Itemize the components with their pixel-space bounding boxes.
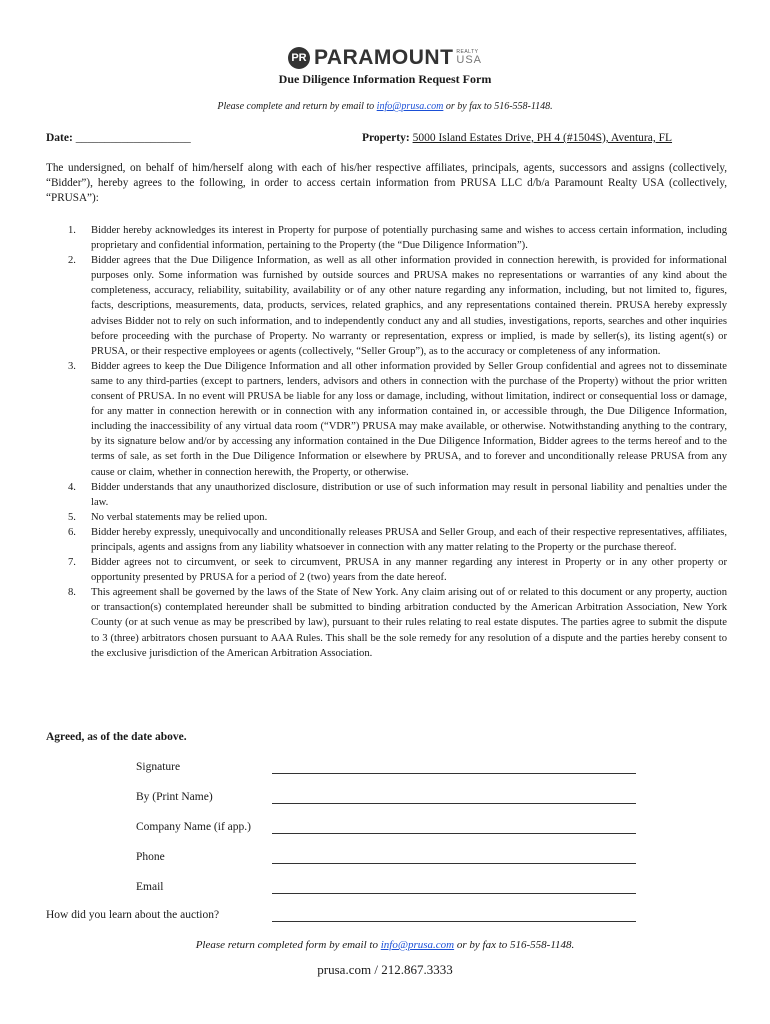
logo-name: PARAMOUNT <box>313 46 454 69</box>
logo-realty: REALTY <box>456 49 479 55</box>
instructions-before: Please complete and return by email to <box>217 101 377 112</box>
term-number: 2. <box>68 255 76 267</box>
auction-source-label: How did you learn about the auction? <box>46 909 220 921</box>
phone-line[interactable] <box>272 863 636 864</box>
form-title: Due Diligence Information Request Form <box>278 72 492 86</box>
term-text: Bidder agrees to keep the Due Diligence Information and all other information provided by Seller Group confidential and agrees not to disseminate same to any third-parties (except to partners, lenders, advisors and others in connection with the purchase of the Property) without the prior written consent of PRUSA. In no event will PRUSA be liable for any loss or damage, including, without limitation, indirect or consequential loss or damage, for any matter in connection herewith or in connection with any information contained in, or accessible through, the Due Diligence Information, including the inaccessibility of any virtual data room (“VDR”) PRUSA may make available, or otherwise. Notwithstanding anything to the contrary, by its signature below and/or by accessing any information contained in the Due Diligence Information, Bidder agrees to the terms hereof and to the terms of sale, as set forth in the Due Diligence Information or elsewhere by PRUSA, and to forever and unconditionally release PRUSA from any cause or claim, whether in connection herewith, the Property, or otherwise. <box>91 360 727 478</box>
term-text: This agreement shall be governed by the laws of the State of New York. Any claim arising out of or related to this document or any property, auction or transaction(s) contemplated hereunder shall be submitted to binding arbitration conducted by the American Arbitration Association, New York County (or at such venue as may be prescribed by law), pursuant to their rules relating to real estate disputes. The parties agree to submit the dispute to 3 (three) arbitrators chosen pursuant to AAA Rules. This shall be the sole remedy for any resolution of a dispute and the parties hereby consent to the exclusive jurisdiction of the American Arbitration Association. <box>91 587 727 659</box>
print-name-label: By (Print Name) <box>136 791 213 803</box>
term-item <box>46 525 727 555</box>
property-value: 5000 Island Estates Drive, PH 4 (#1504S), Aventura, FL <box>412 132 673 144</box>
signature-label: Signature <box>136 761 181 773</box>
company-name-line[interactable] <box>272 833 636 834</box>
term-text: No verbal statements may be relied upon. <box>91 511 268 523</box>
term-number: 7. <box>68 557 76 569</box>
form-instructions <box>0 101 770 112</box>
term-item <box>46 510 727 525</box>
term-text: Bidder hereby acknowledges its interest in Property for purpose of potentially purchasing same and wishes to access certain information, including proprietary and confidential information, pertaining to the Property (the “Due Diligence Information”). <box>91 225 727 252</box>
company-name-label: Company Name (if app.) <box>136 821 251 833</box>
print-name-line[interactable] <box>272 803 636 804</box>
footer-after: or by fax to 516-558-1148. <box>454 939 575 951</box>
term-number: 1. <box>68 225 76 236</box>
property-label: Property: <box>362 132 410 144</box>
footer-before: Please return completed form by email to <box>195 939 381 951</box>
term-item <box>46 359 727 480</box>
logo-subtitle <box>456 50 482 66</box>
term-number: 3. <box>68 360 76 372</box>
company-name-row <box>0 821 770 837</box>
term-item <box>46 223 727 253</box>
term-item <box>46 585 727 660</box>
term-number: 4. <box>68 481 76 493</box>
phone-label: Phone <box>136 851 165 863</box>
logo-usa: USA <box>456 54 483 66</box>
term-text: Bidder hereby expressly, unequivocally and unconditionally releases PRUSA and Seller Group, and each of their respective representatives, affiliates, principals, agents and assigns from any liability whatsoever in connection with any matter relating to the Property or the purchase thereof. <box>91 526 727 553</box>
term-text: Bidder agrees not to circumvent, or seek to circumvent, PRUSA in any manner regarding any interest in Property or in any other property or opportunity presented by PRUSA for a period of 2 (two) years from the date hereof. <box>91 557 727 584</box>
term-item <box>46 480 727 510</box>
auction-source-row <box>0 909 770 925</box>
signature-row <box>0 761 770 777</box>
term-item <box>46 555 727 585</box>
footer-email-link[interactable]: info@prusa.com <box>380 939 455 951</box>
term-number: 8. <box>68 587 76 599</box>
footer-contact: prusa.com / 212.867.3333 <box>317 962 453 977</box>
property-field <box>362 132 672 144</box>
phone-row <box>0 851 770 867</box>
signature-line[interactable] <box>272 773 636 774</box>
term-number: 5. <box>68 511 76 523</box>
term-text: Bidder agrees that the Due Diligence Information, as well as all other information provided in connection herewith, is provided for informational purposes only. Some information was furnished by outside sources and PRUSA makes no representations or warranties of any kind about the completeness, accuracy, reliability, suitability, availability or of any other nature regarding any information, including, but not limited to, figures, facts, descriptions, measurements, data, products, services, related graphics, and any representations contained therein. PRUSA hereby expressly advises Bidder not to rely on such information, and to independently conduct any and all studies, investigations, reports, searches and other inquiries before proceeding with the purchase of Property. No warranty or representation, express or implied, is made by seller(s), its listing agent(s) or PRUSA, or their respective employees or agents (collectively, “Seller Group”), as to the accuracy or completeness of any information. <box>91 255 727 357</box>
logo-emblem: PR <box>288 47 310 69</box>
email-row <box>0 881 770 897</box>
print-name-row <box>0 791 770 807</box>
date-blank[interactable]: ____________________ <box>75 132 191 144</box>
term-item <box>46 253 727 359</box>
company-logo <box>0 46 770 70</box>
date-label: Date: <box>46 132 73 144</box>
term-number: 6. <box>68 526 76 538</box>
instructions-after: or by fax to 516-558-1148. <box>443 101 553 112</box>
email-line[interactable] <box>272 893 636 894</box>
instructions-email-link[interactable]: info@prusa.com <box>376 101 444 112</box>
agreed-statement: Agreed, as of the date above. <box>46 731 187 743</box>
intro-paragraph: The undersigned, on behalf of him/herself along with each of his/her respective affiliates, principals, agents, successors and assigns (collectively, “Bidder”), hereby agrees to the following, in order to access certain information from PRUSA LLC d/b/a Paramount Realty USA (collectively, “PRUSA”): <box>46 162 727 204</box>
terms-list <box>46 223 727 661</box>
date-field <box>46 132 191 144</box>
email-label: Email <box>136 881 164 893</box>
auction-source-line[interactable] <box>272 921 636 922</box>
term-text: Bidder understands that any unauthorized disclosure, distribution or use of such information may result in personal liability and penalties under the law. <box>91 481 727 508</box>
footer-instructions <box>0 939 770 951</box>
